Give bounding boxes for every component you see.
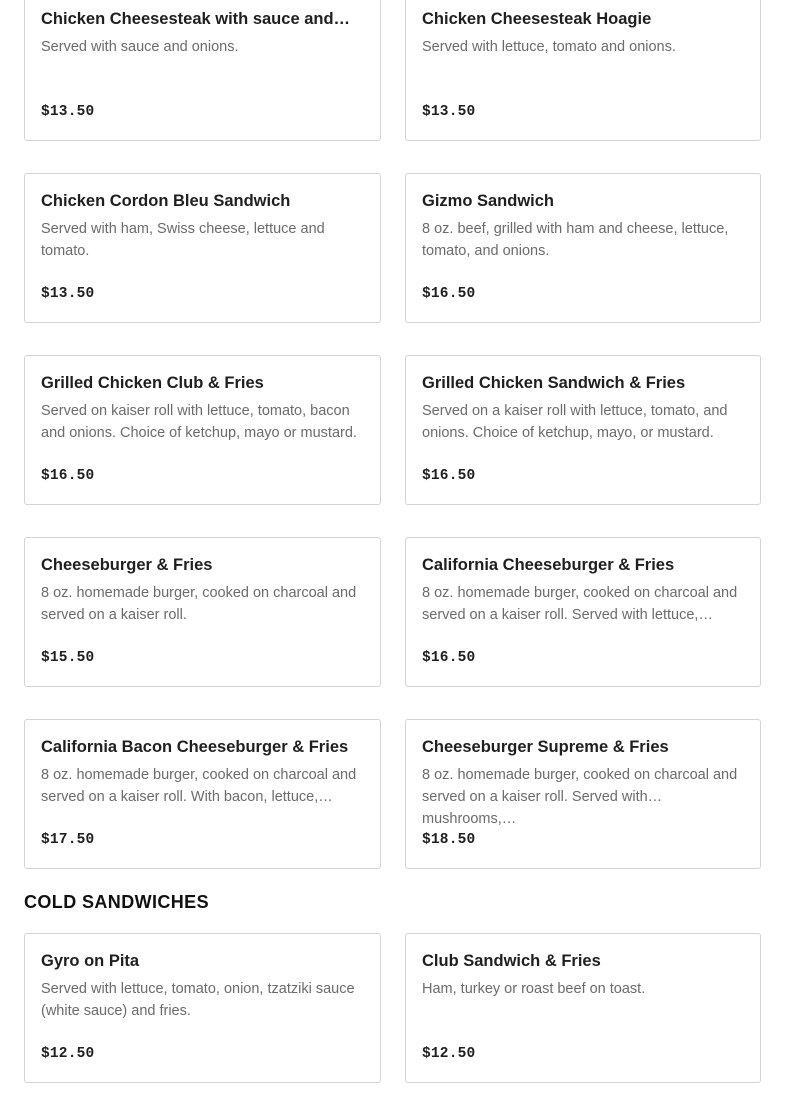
menu-item-name: Cheeseburger Supreme & Fries — [422, 738, 669, 756]
menu-item-description: Served with ham, Swiss cheese, lettuce and tomato. — [41, 221, 325, 259]
section-heading-cold-sandwiches: COLD SANDWICHES — [24, 892, 209, 912]
menu-item-price: $16.50 — [422, 650, 476, 666]
menu-item-card[interactable] — [405, 0, 761, 141]
menu-item-description: 8 oz. homemade burger, cooked on charcoal and served on a kaiser roll. Served with mushrooms,… — [422, 767, 738, 827]
menu-item-price: $12.50 — [422, 1046, 476, 1062]
menu-item-description: Served with sauce and onions. — [41, 39, 239, 55]
menu-item-card[interactable] — [405, 537, 761, 687]
menu-item-name: Gizmo Sandwich — [422, 192, 555, 210]
menu-item-card[interactable] — [24, 719, 381, 869]
menu-item-price: $13.50 — [422, 104, 476, 120]
menu-item-description: Served on kaiser roll with lettuce, tomato, bacon and onions. Choice of ketchup, mayo or mustard. — [41, 403, 357, 441]
menu-item-description: 8 oz. homemade burger, cooked on charcoal and served on a kaiser roll. With bacon, lettuce,… — [41, 767, 357, 805]
menu-item-price: $16.50 — [422, 468, 476, 484]
menu-item-description: Served on a kaiser roll with lettuce, tomato, and onions. Choice of ketchup, mayo, or mustard. — [422, 403, 728, 441]
menu-item-name: Gyro on Pita — [41, 952, 140, 970]
menu-item-card[interactable] — [405, 719, 761, 869]
menu-item-description: 8 oz. beef, grilled with ham and cheese, lettuce, tomato, and onions. — [422, 221, 729, 259]
menu-item-description: 8 oz. homemade burger, cooked on charcoal and served on a kaiser roll. Served with lettuce,… — [422, 585, 738, 623]
menu-item-price: $17.50 — [41, 832, 95, 848]
menu-item-price: $18.50 — [422, 832, 476, 848]
menu-item-card[interactable] — [24, 173, 381, 323]
menu-item-name: Club Sandwich & Fries — [422, 952, 601, 970]
menu-item-price: $13.50 — [41, 286, 95, 302]
cold-sandwiches-grid — [24, 933, 761, 1083]
menu-item-name: Chicken Cheesesteak with sauce and… — [41, 10, 351, 28]
menu-item-price: $15.50 — [41, 650, 95, 666]
menu-item-card[interactable] — [24, 933, 381, 1083]
menu-item-card[interactable] — [24, 0, 381, 141]
menu-item-card[interactable] — [405, 173, 761, 323]
menu-item-card[interactable] — [405, 355, 761, 505]
menu-item-price: $13.50 — [41, 104, 95, 120]
menu-item-name: Grilled Chicken Club & Fries — [41, 374, 264, 392]
menu-item-price: $16.50 — [422, 286, 476, 302]
menu-item-name: California Cheeseburger & Fries — [422, 556, 675, 574]
menu-item-name: California Bacon Cheeseburger & Fries — [41, 738, 349, 756]
menu-item-price: $12.50 — [41, 1046, 95, 1062]
hot-sandwiches-grid — [24, 0, 761, 869]
menu-item-description: Ham, turkey or roast beef on toast. — [422, 981, 646, 997]
menu-item-description: 8 oz. homemade burger, cooked on charcoal and served on a kaiser roll. — [41, 585, 357, 623]
menu-item-name: Chicken Cheesesteak Hoagie — [422, 10, 652, 28]
menu-item-card[interactable] — [405, 933, 761, 1083]
menu-item-card[interactable] — [24, 537, 381, 687]
menu-item-card[interactable] — [24, 355, 381, 505]
menu-item-name: Grilled Chicken Sandwich & Fries — [422, 374, 686, 392]
menu-item-description: Served with lettuce, tomato and onions. — [422, 39, 676, 55]
menu-item-name: Cheeseburger & Fries — [41, 556, 213, 574]
menu-item-price: $16.50 — [41, 468, 95, 484]
menu-item-description: Served with lettuce, tomato, onion, tzatziki sauce (white sauce) and fries. — [41, 981, 355, 1019]
menu-item-name: Chicken Cordon Bleu Sandwich — [41, 192, 291, 210]
